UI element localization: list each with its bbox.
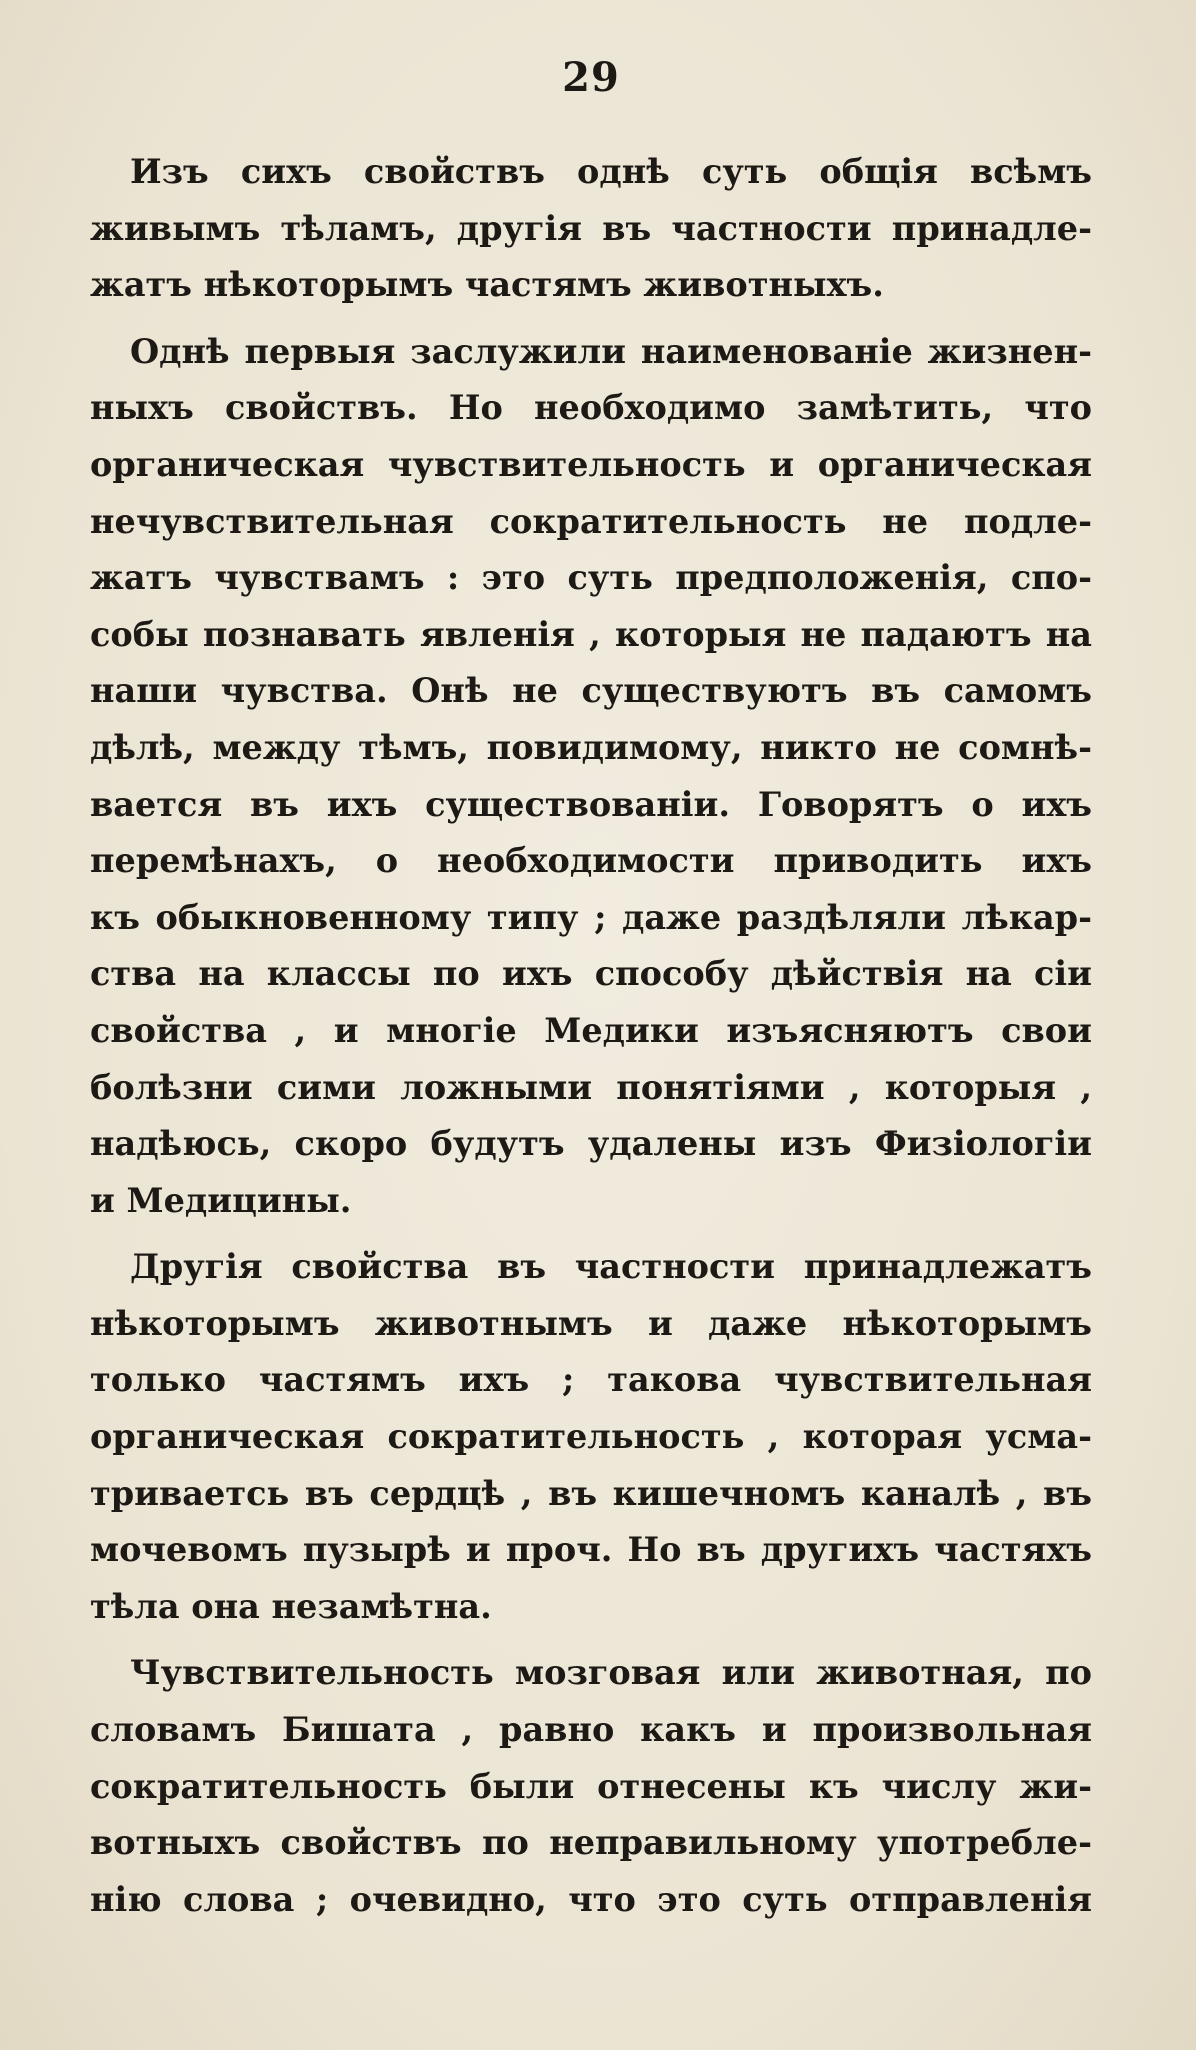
paragraph-4 (90, 1645, 1092, 1928)
text-line: жатъ нѣкоторымъ частямъ животныхъ. (90, 265, 884, 305)
text-line: наши чувства. Онѣ не существуютъ въ самомъ (90, 671, 1092, 711)
text-line: Другія свойства въ частности принадлежатъ (130, 1247, 1092, 1287)
text-line: сократительность были отнесены къ числу жи- (90, 1766, 1092, 1806)
text-line: органическая чувствительность и органическая (90, 444, 1092, 484)
text-line: словамъ Бишата , равно какъ и произвольная (90, 1710, 1092, 1750)
text-line: Однѣ первыя заслужили наименованіе жизнен- (130, 331, 1092, 371)
text-line: перемѣнахъ, о необходимости приводить ихъ (90, 841, 1092, 881)
text-line: вается въ ихъ существованіи. Говорятъ о ихъ (90, 784, 1092, 824)
text-line: ныхъ свойствъ. Но необходимо замѣтить, что (90, 388, 1092, 428)
text-line: только частямъ ихъ ; такова чувствительная (90, 1360, 1092, 1400)
text-line: дѣлѣ, между тѣмъ, повидимому, никто не сомнѣ- (90, 727, 1092, 767)
paragraph-3 (90, 1239, 1092, 1635)
text-line: органическая сократительность , которая усма- (90, 1417, 1092, 1457)
text-line: и Медицины. (90, 1180, 352, 1220)
paragraph-1 (90, 144, 1092, 314)
text-line: жатъ чувствамъ : это суть предположенія, спо- (90, 558, 1092, 598)
text-line: вотныхъ свойствъ по неправильному употребле- (90, 1823, 1092, 1863)
text-line: свойства , и многіе Медики изъясняютъ свои (90, 1010, 1092, 1050)
text-line: Изъ сихъ свойствъ однѣ суть общія всѣмъ (130, 152, 1092, 191)
text-line: собы познавать явленія , которыя не падаютъ на (90, 614, 1092, 654)
text-line: нѣкоторымъ животнымъ и даже нѣкоторымъ (90, 1303, 1092, 1343)
text-line: болѣзни сими ложными понятіями , которыя , (90, 1067, 1092, 1107)
text-line: живымъ тѣламъ, другія въ частности принадле- (90, 208, 1092, 248)
text-line: нечувствительная сократительность не подле- (90, 501, 1092, 541)
text-line: нію слова ; очевидно, что это суть отправленія (90, 1879, 1092, 1919)
text-line: тѣла она незамѣтна. (90, 1586, 492, 1626)
text-line: надѣюсь, скоро будутъ удалены изъ Физіологіи (90, 1124, 1092, 1164)
body-text (90, 144, 1092, 1928)
page-number: 29 (562, 54, 620, 101)
text-line: къ обыкновенному типу ; даже раздѣляли лѣкар- (90, 897, 1092, 937)
text-line: мочевомъ пузырѣ и проч. Но въ другихъ частяхъ (90, 1530, 1092, 1570)
text-line: Чувствительность мозговая или животная, по (130, 1653, 1092, 1693)
text-line: триваетсь въ сердцѣ , въ кишечномъ каналѣ , въ (90, 1473, 1092, 1513)
text-line: ства на классы по ихъ способу дѣйствія на сіи (90, 954, 1092, 994)
paragraph-2 (90, 324, 1092, 1230)
